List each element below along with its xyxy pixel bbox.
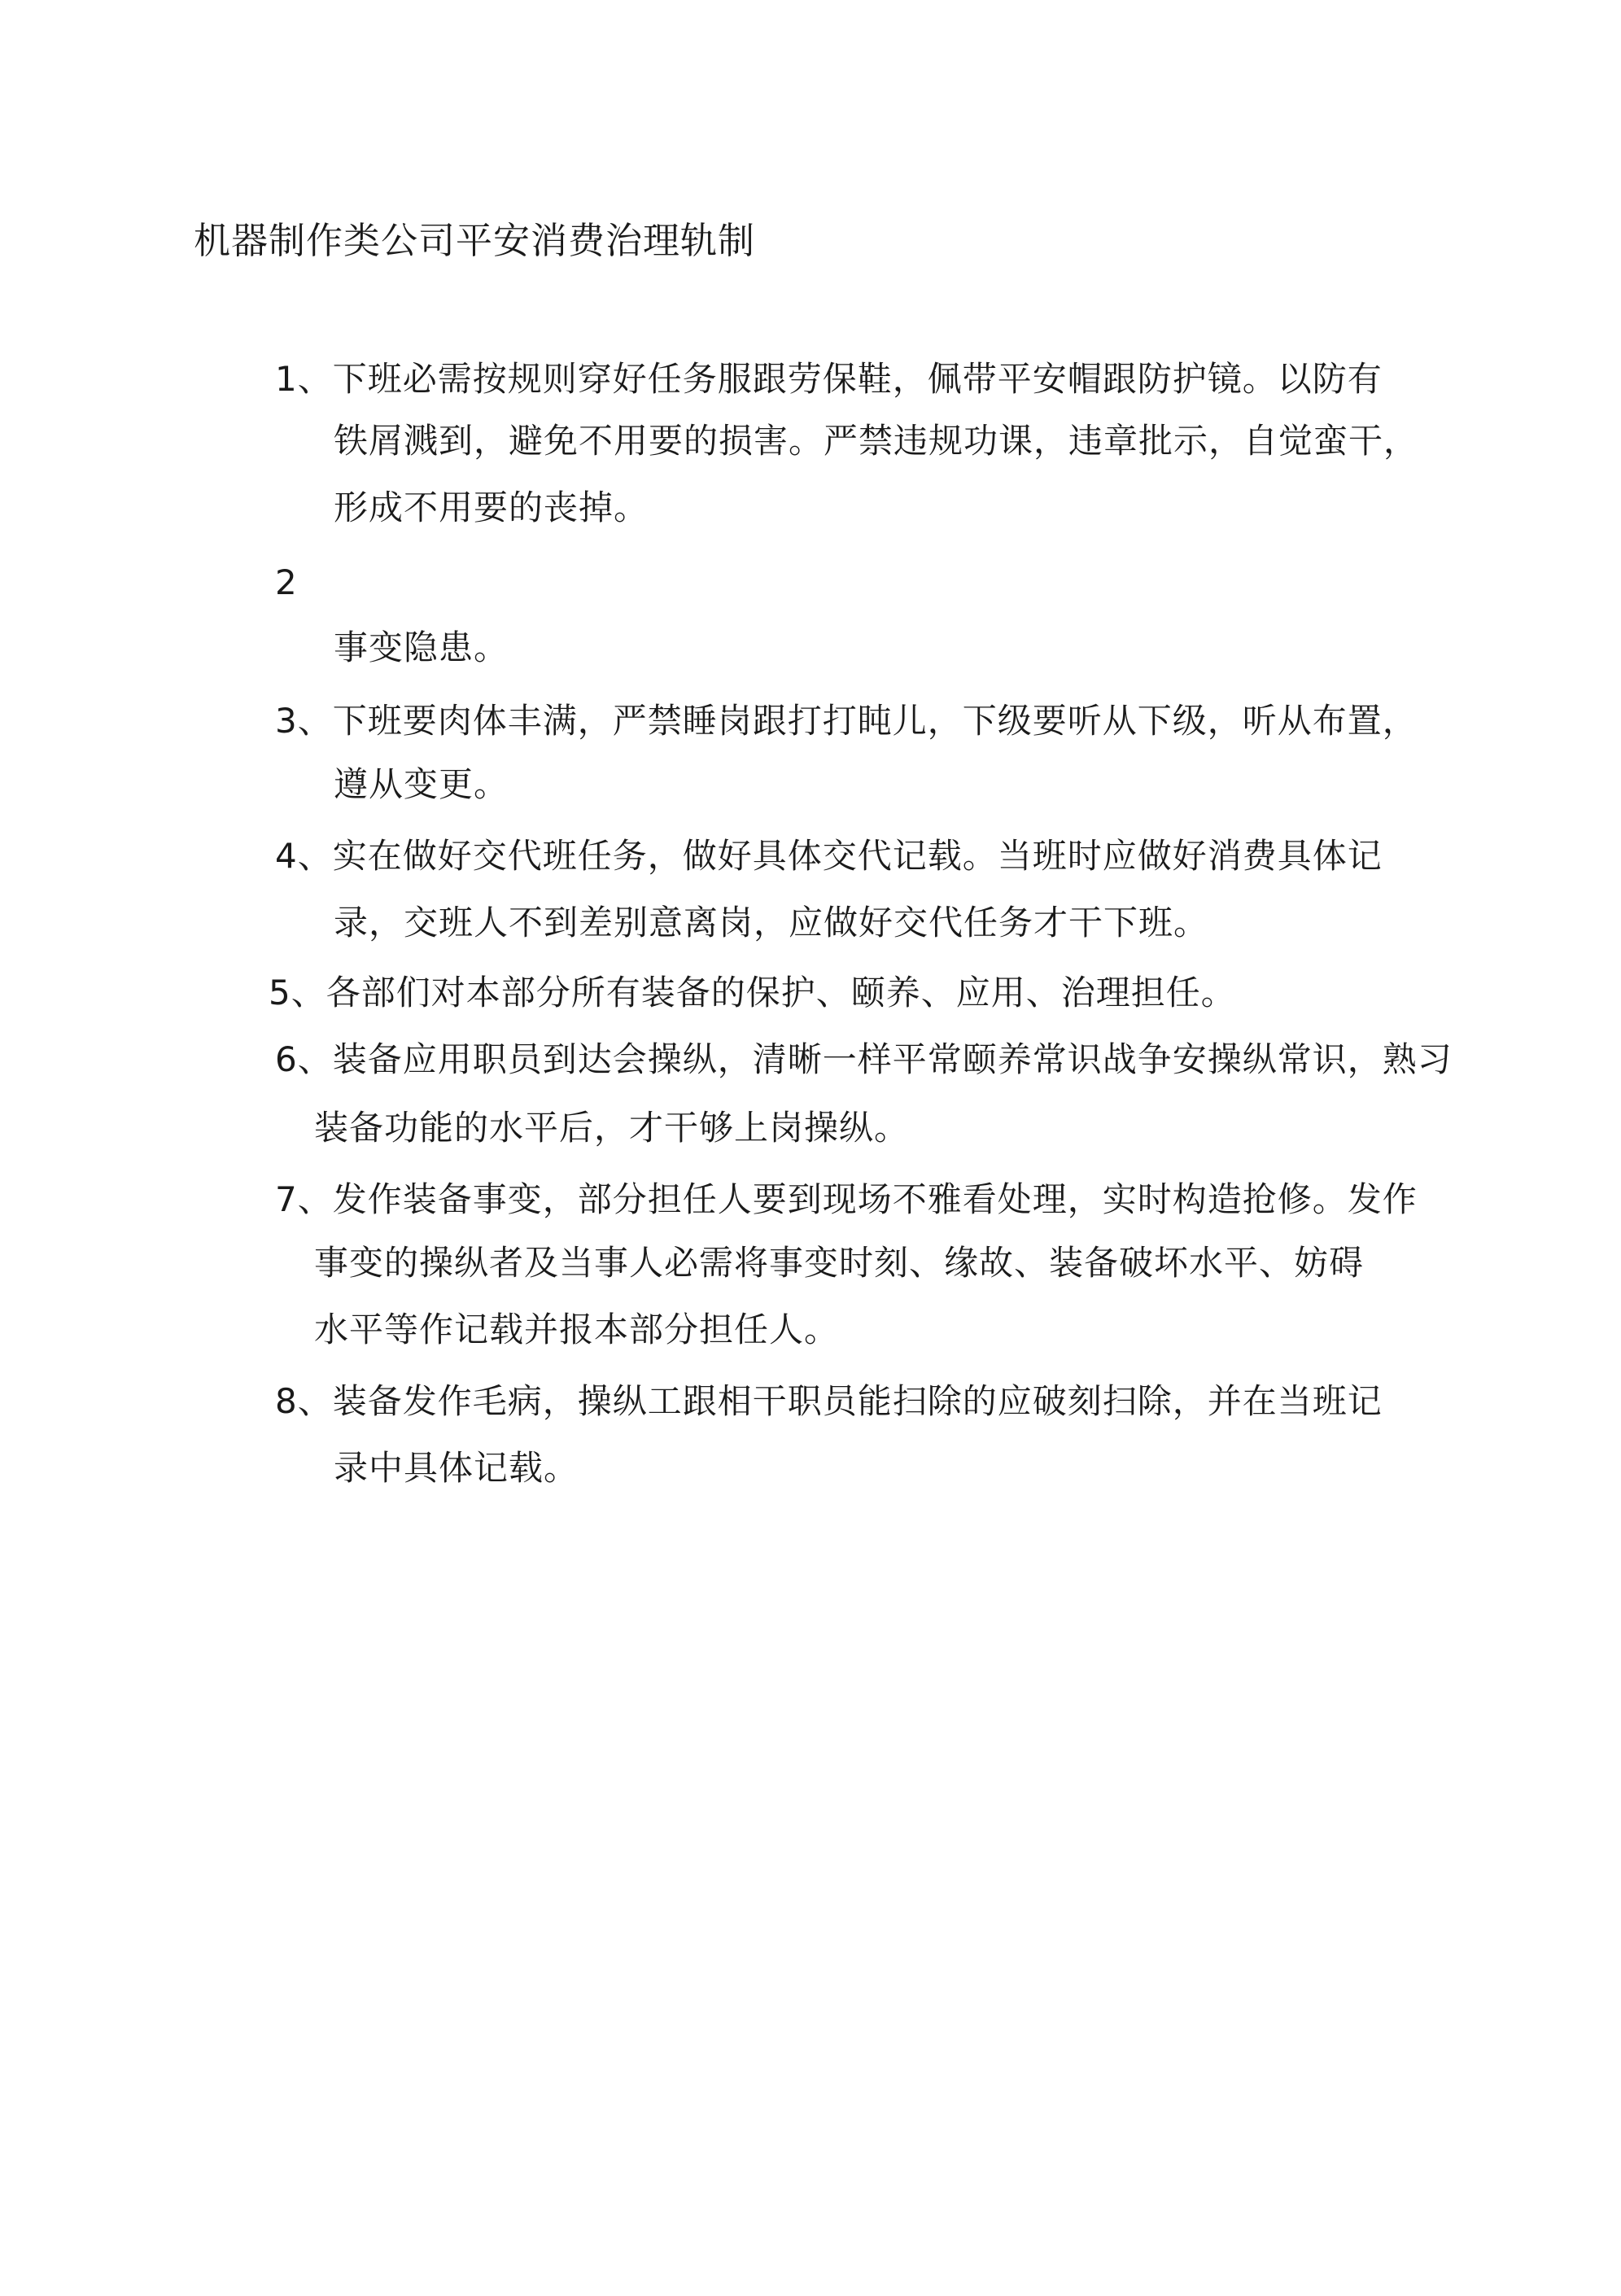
list-item-2-number: 2 bbox=[275, 562, 298, 602]
list-item-1-line-1 bbox=[275, 356, 1383, 402]
list-item-text: 实在做好交代班任务，做好具体交代记载。当班时应做好消费具体记 bbox=[332, 836, 1383, 876]
list-item-number: 6、 bbox=[275, 1039, 333, 1079]
list-item-1-line-3: 形成不用要的丧掉。 bbox=[334, 488, 649, 527]
list-item-number: 5、 bbox=[269, 973, 326, 1012]
list-item-text: 装备应用职员到达会操纵，清晰一样平常颐养常识战争安操纵常识，熟习 bbox=[332, 1039, 1453, 1079]
list-item-7-line-3: 水平等作记载并报本部分担任人。 bbox=[314, 1310, 840, 1349]
list-item-3-line-1 bbox=[275, 698, 1418, 744]
list-item-2-line-1: 事变隐患。 bbox=[334, 628, 509, 667]
document-title: 机器制作类公司平安消费治理轨制 bbox=[194, 219, 756, 262]
list-item-text: 下班要肉体丰满，严禁睡岗跟打打盹儿，下级要听从下级，听从布置， bbox=[332, 701, 1418, 741]
list-item-number: 8、 bbox=[275, 1381, 333, 1421]
list-item-number: 1、 bbox=[275, 359, 333, 399]
list-item-number: 3、 bbox=[275, 701, 333, 741]
list-item-text: 各部们对本部分所有装备的保护、颐养、应用、治理担任。 bbox=[326, 973, 1236, 1012]
list-item-1-line-2: 铁屑溅到，避免不用要的损害。严禁违规功课，违章批示，自觉蛮干， bbox=[334, 421, 1419, 461]
list-item-7-line-2: 事变的操纵者及当事人必需将事变时刻、缘故、装备破坏水平、妨碍 bbox=[314, 1243, 1365, 1283]
list-item-6-line-1 bbox=[275, 1037, 1453, 1082]
list-item-3-line-2: 遵从变更。 bbox=[334, 764, 509, 804]
list-item-8-line-2: 录中具体记载。 bbox=[334, 1448, 579, 1488]
list-item-number: 7、 bbox=[275, 1179, 333, 1219]
list-item-7-line-1 bbox=[275, 1177, 1418, 1222]
list-item-number: 4、 bbox=[275, 836, 333, 876]
list-item-6-line-2: 装备功能的水平后，才干够上岗操纵。 bbox=[314, 1108, 910, 1148]
list-item-text: 装备发作毛病，操纵工跟相干职员能扫除的应破刻扫除，并在当班记 bbox=[332, 1381, 1383, 1421]
list-item-8-line-1 bbox=[275, 1379, 1383, 1424]
list-item-5-line-1 bbox=[269, 970, 1236, 1016]
list-item-4-line-2: 录，交班人不到差别意离岗，应做好交代任务才干下班。 bbox=[334, 903, 1209, 942]
list-item-4-line-1 bbox=[275, 833, 1383, 879]
list-item-text: 下班必需按规则穿好任务服跟劳保鞋，佩带平安帽跟防护镜。以防有 bbox=[332, 359, 1383, 399]
list-item-text: 发作装备事变，部分担任人要到现场不雅看处理，实时构造抢修。发作 bbox=[332, 1179, 1418, 1219]
